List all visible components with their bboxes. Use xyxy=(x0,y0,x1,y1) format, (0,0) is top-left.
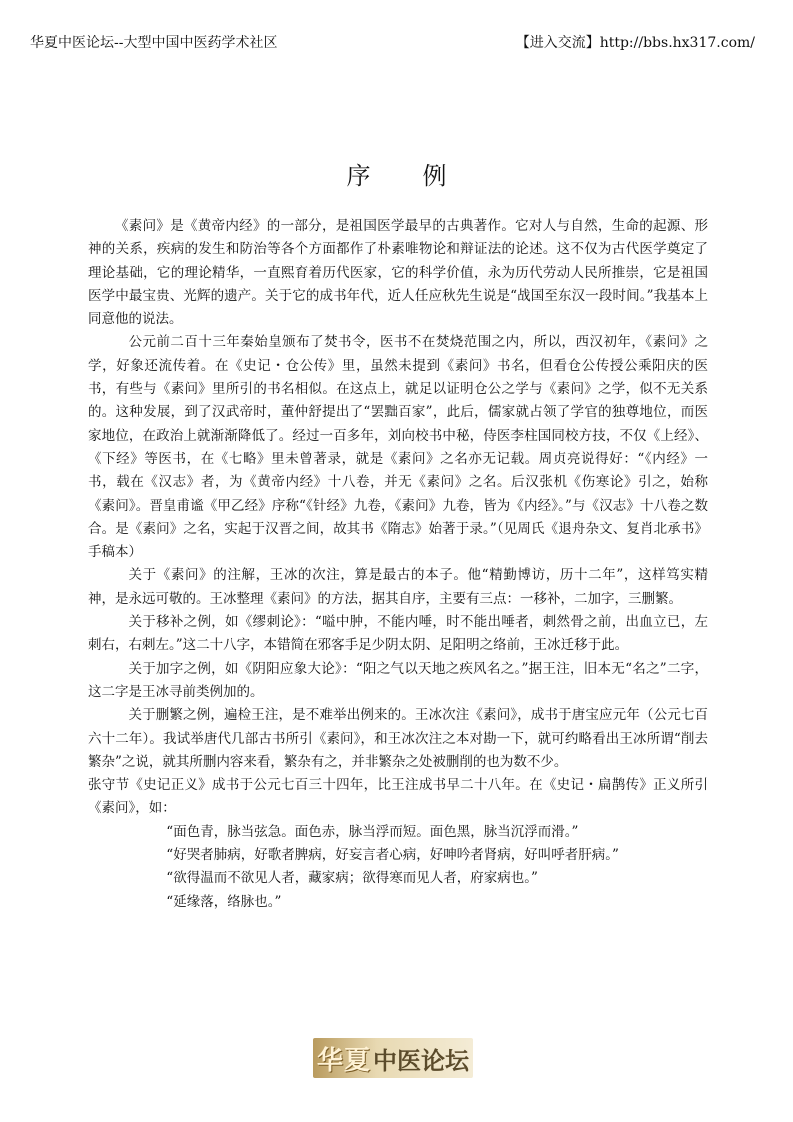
paragraph-1: 《素问》是《黄帝内经》的一部分，是祖国医学最早的古典著作。它对人与自然，生命的起源、形神的关系，疾病的发生和防治等各个方面都作了朴素唯物论和辩证法的论述。这不仅为古代医学奠定了理论基础，它的理论精华，一直熙育着历代医家，它的科学价值，永为历代劳动人民所推崇，它是祖国医学中最宝贵、光辉的遗产。关于它的成书年代，近人任应秋先生说是“战国至东汉一段时间。”我基本上同意他的说法。 xyxy=(88,218,708,328)
quote-2: “好哭者肺病，好歌者脾病，好妄言者心病，好呻吟者肾病，好叫呼者肝病。” xyxy=(166,847,619,864)
paragraph-4: 关于移补之例，如《缪刺论》：“嗌中肿，不能内唾，时不能出唾者，刺然骨之前，出血立已，左刺右，右刺左。”这二十八字，本错简在邪客手足少阴太阴、足阳明之络前，王冰迁移于此。 xyxy=(88,614,708,654)
paragraph-2: 公元前二百十三年秦始皇颁布了焚书令，医书不在焚烧范围之内，所以，西汉初年，《素问》之学，好象还流传着。在《史记・仓公传》里，虽然未提到《素问》书名，但看仓公传授公乘阳庆的医书，有些与《素问》里所引的书名相似。在这点上，就足以证明仓公之学与《素问》之学，似不无关系的。这种发展，到了汉武帝时，董仲舒提出了“罢黜百家”，此后，儒家就占领了学官的独尊地位，而医家地位，在政治上就渐渐降低了。经过一百多年，刘向校书中秘，侍医李柱国同校方技，不仅《上经》、《下经》等医书，在《七略》里未曾著录，就是《素问》之名亦无记载。周贞亮说得好：“《内经》一书，载在《汉志》者，为《黄帝内经》十八卷，并无《素问》之名。后汉张机《伤寒论》引之，始称《素问》。晋皇甫谧《甲乙经》序称“《针经》九卷，《素问》九卷，皆为《内经》。”与《汉志》十八卷之数合。是《素问》之名，实起于汉晋之间，故其书《隋志》始著于录。”（见周氏《退舟杂文、复肖北承书》手稿本） xyxy=(88,334,708,561)
forum-logo xyxy=(313,1038,473,1078)
logo-text-forum: 中医论坛 xyxy=(373,1046,469,1075)
page-title: 序例 xyxy=(346,162,499,190)
document-body xyxy=(88,215,708,914)
quote-1: “面色青，脉当弦急。面色赤，脉当浮而短。面色黑，脉当沉浮而滑。” xyxy=(166,823,579,840)
quote-3: “欲得温而不欲见人者，藏家病；欲得寒而见人者，府家病也。” xyxy=(166,870,538,887)
paragraph-3: 关于《素问》的注解，王冰的次注，算是最古的本子。他“精勤博访，历十二年”，这样笃实精神，是永远可敬的。王冰整理《素问》的方法，据其自序，主要有三点：一移补，二加字，三删繁。 xyxy=(88,567,708,607)
site-header-link[interactable]: 【进入交流】http://bbs.hx317.com/ xyxy=(515,35,755,51)
paragraph-5: 关于加字之例，如《阴阳应象大论》：“阳之气以天地之疾风名之。”据王注，旧本无“名之”二字，这二字是王冰寻前类例加的。 xyxy=(88,660,708,700)
paragraph-6: 关于删繁之例，遍检王注，是不难举出例来的。王冰次注《素问》，成书于唐宝应元年（公元七百六十二年）。我试举唐代几部古书所引《素问》，和王冰次注之本对勘一下，就可约略看出王冰所谓“削去繁杂”之说，就其所删内容来看，繁杂有之，并非繁杂之处被删削的也为数不少。 xyxy=(88,707,708,770)
site-header-title: 华夏中医论坛--大型中国中医药学术社区 xyxy=(30,35,278,51)
paragraph-7: 张守节《史记正义》成书于公元七百三十四年，比王注成书早二十八年。在《史记・扁鹊传》正义所引《素问》，如： xyxy=(88,777,708,817)
logo-text-huaxia: 华夏 xyxy=(316,1045,371,1076)
quote-4: “延缘落，络脉也。” xyxy=(166,893,282,910)
